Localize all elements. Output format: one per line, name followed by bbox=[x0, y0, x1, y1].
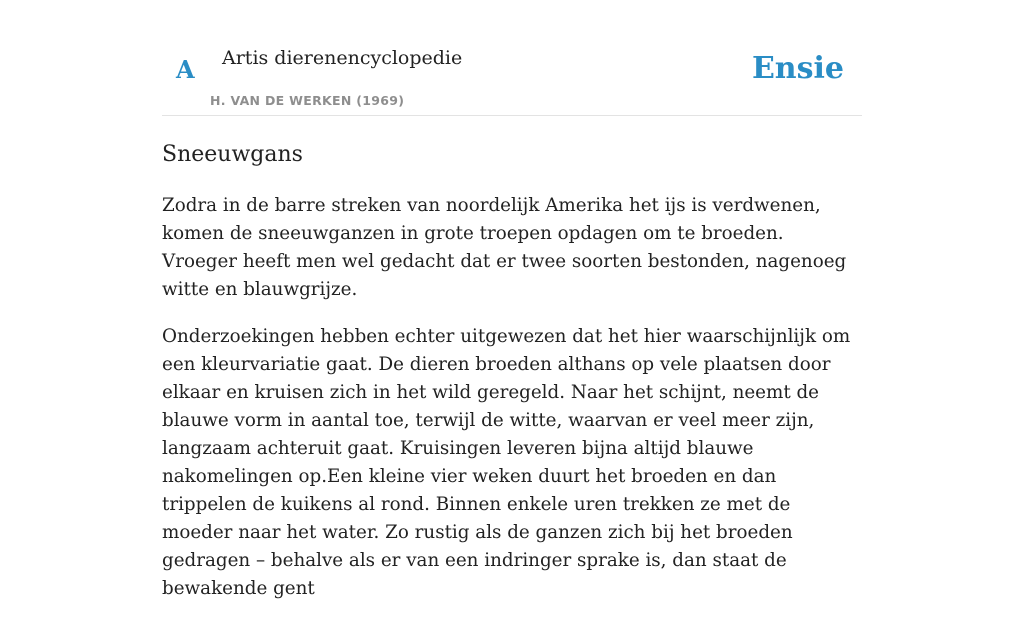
brand-logo-link[interactable]: Ensie bbox=[751, 51, 844, 86]
book-header bbox=[162, 0, 862, 116]
book-author: H. VAN DE WERKEN (1969) bbox=[210, 93, 405, 108]
entry-paragraph: Onderzoekingen hebben echter uitgewezen dat het hier waarschijnlijk om een kleurvariatie gaat. De dieren broeden althans op vele plaatsen door elkaar en kruisen zich in het wild geregeld. Naar het schijnt, neemt de blauwe vorm in aantal toe, terwijl de witte, waarvan er veel meer zijn, langzaam achteruit gaat. Kruisingen leveren bijna altijd blauwe nakomelingen op.Een kleine vier weken duurt het broeden en dan trippelen de kuikens al rond. Binnen enkele uren trekken ze met de moeder naar het water. Zo rustig als de ganzen zich bij het broeden gedragen – behalve als er van een indringer sprake is, dan staat de bewakende gent bbox=[162, 326, 851, 599]
book-title-link[interactable]: Artis dierenencyclopedie bbox=[222, 47, 463, 69]
letter-index-link[interactable]: A bbox=[176, 55, 195, 84]
entry-paragraph: Zodra in de barre streken van noordelijk Amerika het ijs is verdwenen, komen de sneeuwganzen in grote troepen opdagen om te broeden. Vroeger heeft men wel gedacht dat er twee soorten bestonden, nagenoeg witte en blauwgrijze. bbox=[162, 195, 847, 300]
entry-body bbox=[162, 192, 862, 622]
entry-title: Sneeuwgans bbox=[162, 142, 303, 167]
